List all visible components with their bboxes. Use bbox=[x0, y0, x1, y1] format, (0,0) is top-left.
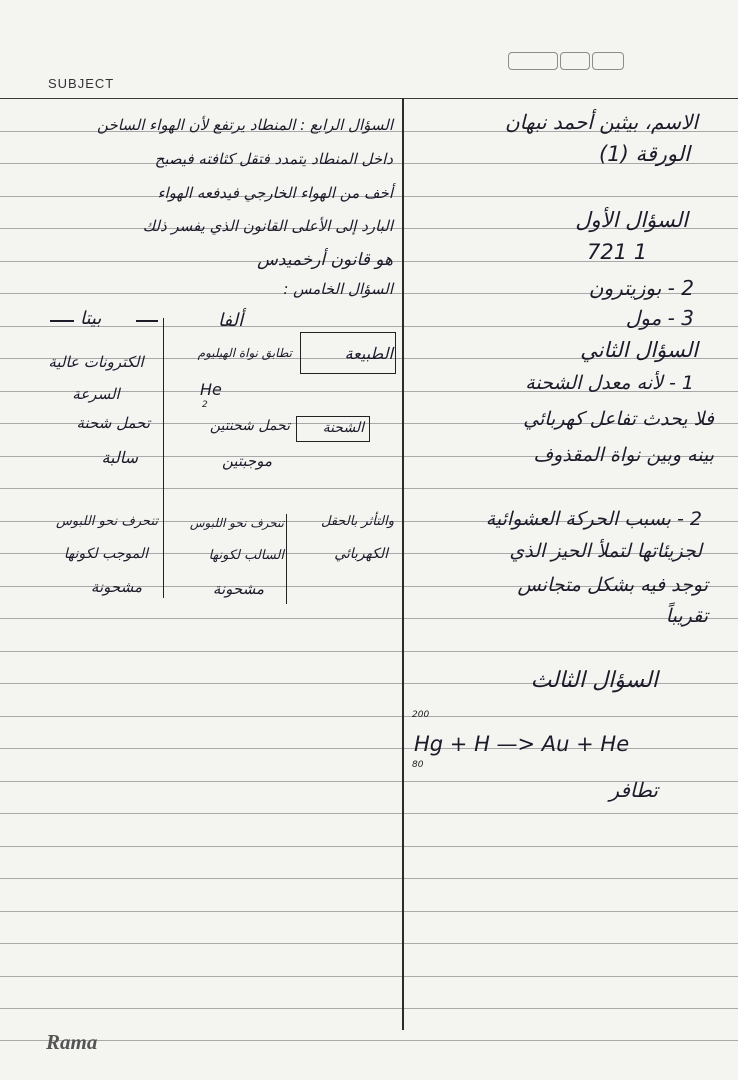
q3-atomic-number: 80 bbox=[412, 760, 424, 770]
column-divider bbox=[402, 98, 404, 1030]
q1-heading: السؤال الأول bbox=[575, 208, 688, 232]
row3-label-line-2: الكهربائي bbox=[334, 546, 388, 562]
row3-label-line-1: والتأثر بالحقل bbox=[320, 514, 394, 529]
ruled-line bbox=[0, 878, 738, 879]
table-col-beta-dash bbox=[50, 320, 74, 322]
q5-heading: السؤال الخامس : bbox=[283, 280, 393, 298]
q3-heading: السؤال الثالث bbox=[530, 668, 658, 693]
row2-alpha-line-1: تحمل شحنتين bbox=[209, 418, 290, 434]
q2-answer-2-line-3: توجد فيه بشكل متجانس bbox=[517, 574, 708, 596]
q2-answer-1-line-1: 1 - لأنه معدل الشحنة bbox=[525, 372, 694, 394]
table-col-beta-dash bbox=[136, 320, 158, 322]
student-name: الاسم، بيثين أحمد نبهان bbox=[504, 110, 698, 134]
table-col-beta: بيتا bbox=[80, 308, 102, 329]
brand-logo-text: Rama bbox=[46, 1030, 98, 1054]
ruled-line bbox=[0, 651, 738, 652]
row3-beta-line-3: مشحونة bbox=[90, 578, 142, 596]
row3-alpha-line-2: السالب لكونها bbox=[208, 548, 284, 563]
q1-answer-2: 2 - بوزيترون bbox=[588, 276, 694, 300]
row1-label: الطبيعة bbox=[344, 344, 393, 363]
row2-beta-line-1: تحمل شحنة bbox=[76, 414, 150, 432]
q2-answer-1-line-2: فلا يحدث تفاعل كهربائي bbox=[523, 408, 714, 430]
paper-number: الورقة (1) bbox=[599, 142, 690, 166]
q1-answer-1: 721 1 bbox=[587, 240, 648, 264]
q1-answer-3: 3 - مول bbox=[625, 306, 694, 330]
q4-line-3: أخف من الهواء الخارجي فيدفعه الهواء bbox=[157, 184, 393, 202]
ruled-line bbox=[0, 1040, 738, 1041]
q3-answer: تطافر bbox=[609, 778, 658, 802]
row1-alpha-symbol: He bbox=[200, 380, 222, 399]
date-box bbox=[560, 52, 590, 70]
row1-beta: الكترونات عالية السرعة bbox=[48, 353, 144, 403]
table-divider bbox=[163, 318, 164, 598]
table-col-alpha: ألفا bbox=[218, 310, 244, 331]
row3-alpha-line-1: تنحرف نحو اللبوس bbox=[189, 516, 284, 530]
q2-heading: السؤال الثاني bbox=[580, 338, 698, 362]
ruled-line bbox=[0, 813, 738, 814]
row3-beta-line-1: تنحرف نحو اللبوس bbox=[56, 514, 158, 529]
top-rule bbox=[0, 98, 738, 99]
ruled-line bbox=[0, 976, 738, 977]
row2-beta-line-2: سالبة bbox=[101, 448, 138, 467]
row1-alpha-sub: 2 bbox=[202, 400, 208, 410]
ruled-line bbox=[0, 488, 738, 489]
row2-label: الشحنة bbox=[322, 420, 364, 436]
row1-alpha: تطابق نواة الهيليوم bbox=[197, 346, 292, 360]
q4-line-4: البارد إلى الأعلى القانون الذي يفسر ذلك bbox=[142, 217, 393, 235]
ruled-line bbox=[0, 618, 738, 619]
row3-alpha-line-3: مشحونة bbox=[212, 580, 264, 598]
ruled-line bbox=[0, 943, 738, 944]
q2-answer-2-line-2: لجزيئاتها لتملأ الحيز الذي bbox=[509, 540, 702, 562]
q4-line-2: داخل المنطاد يتمدد فتقل كثافته فيصبح bbox=[154, 150, 393, 168]
row2-alpha-line-2: موجبتين bbox=[221, 452, 272, 470]
ruled-line bbox=[0, 1008, 738, 1009]
ruled-line bbox=[0, 911, 738, 912]
subject-label: SUBJECT bbox=[48, 76, 115, 91]
brand-logo bbox=[46, 1030, 97, 1055]
date-box bbox=[592, 52, 624, 70]
q4-line-5: هو قانون أرخميدس bbox=[257, 250, 393, 270]
q3-equation: Hg + H —> Au + He bbox=[414, 732, 630, 756]
row-label-divider bbox=[286, 514, 287, 604]
ruled-line bbox=[0, 716, 738, 717]
q3-mass-number: 200 bbox=[412, 710, 430, 720]
q2-answer-2-line-1: 2 - بسبب الحركة العشوائية bbox=[485, 508, 702, 530]
row3-beta-line-2: الموجب لكونها bbox=[63, 546, 148, 562]
q2-answer-1-line-3: بينه وبين نواة المقذوف bbox=[533, 444, 714, 466]
date-box bbox=[508, 52, 558, 70]
q4-line-1: السؤال الرابع : المنطاد يرتفع لأن الهواء الساخن bbox=[97, 116, 393, 134]
q2-answer-2-line-4: تقريباً bbox=[665, 605, 708, 627]
ruled-line bbox=[0, 846, 738, 847]
